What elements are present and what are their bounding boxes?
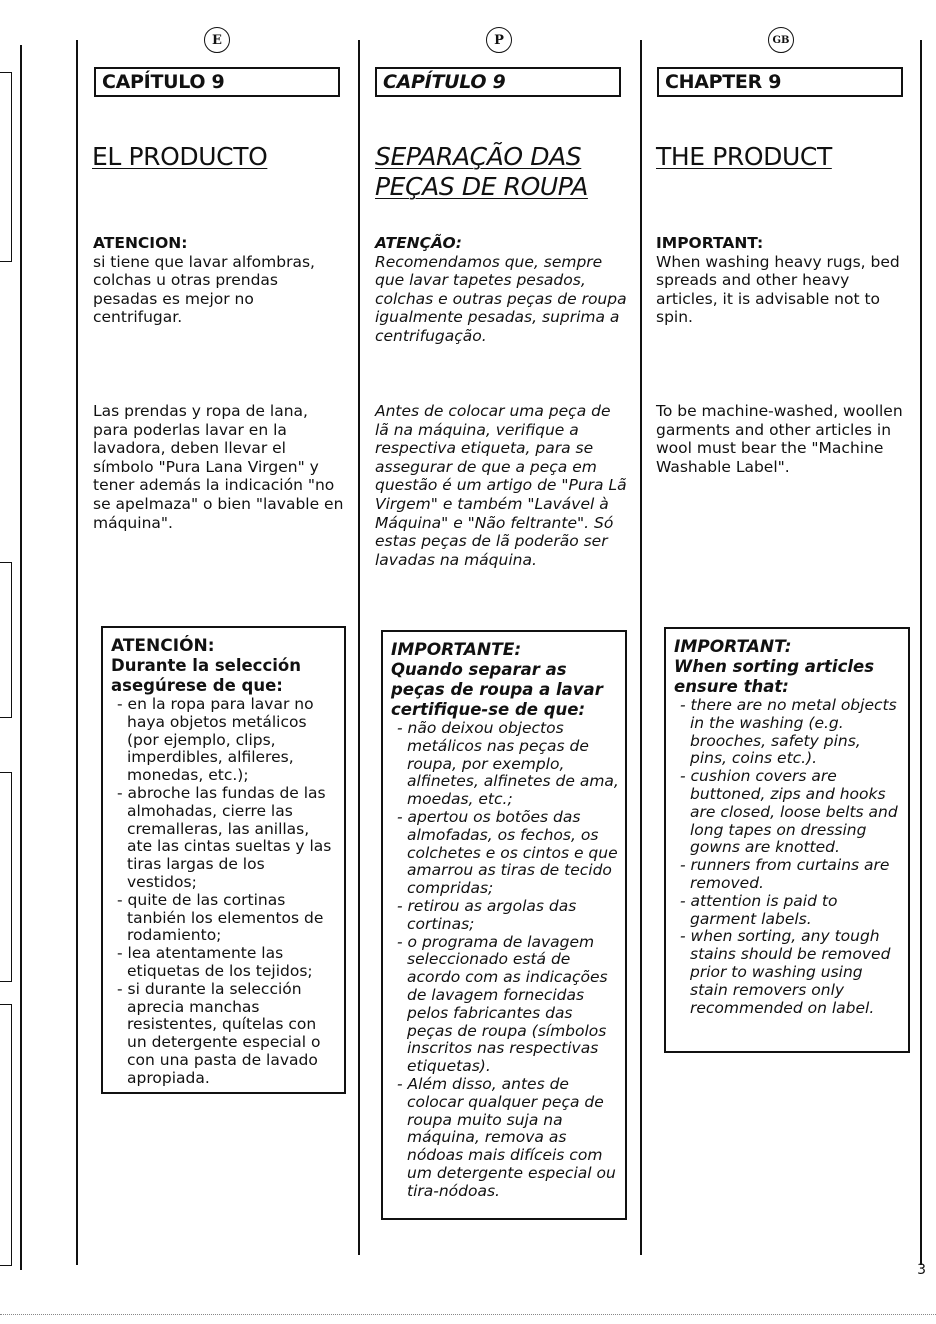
list-item: - quite de las cortinas tanbién los elementos de rodamiento; [111, 892, 338, 945]
language-badge-gb: GB [768, 27, 794, 53]
warning-heading: ATENCION: [93, 234, 188, 252]
list-item: - runners from curtains are removed. [674, 857, 902, 893]
warning-note [656, 234, 911, 327]
language-badge-e: E [204, 27, 230, 53]
list-item: - apertou os botões das almofadas, os fechos, os colchetes e os cintos e que amarrou as tiras de tecido compridas; [391, 809, 619, 898]
wool-note: Antes de colocar uma peça de lã na máquina, verifique a respectiva etiqueta, para se assegurar de que a peça em questão é um artigo de "Pura Lã Virgem" e também "Lavável à Máquina" e "Não feltrante". Só estas peças de lã poderão ser lavadas na máquina. [375, 402, 627, 569]
list-item: - there are no metal objects in the washing (e.g. brooches, safety pins, pins, coins etc.). [674, 697, 902, 768]
box-subheading: When sorting articles ensure that: [674, 657, 875, 696]
list-item: - o programa de lavagem seleccionado está de acordo com as indicações de lavagem fornecidas pelos fabricantes das peças de roupa (símbolos inscritos nas respectivas etiquetas). [391, 934, 619, 1076]
list-item: - cushion covers are buttoned, zips and hooks are closed, loose belts and long tapes on dressing gowns are knotted. [674, 768, 902, 857]
warning-text: When washing heavy rugs, bed spreads and other heavy articles, it is advisable not to spin. [656, 252, 900, 327]
chapter-heading: CHAPTER 9 [657, 67, 903, 97]
box-heading: IMPORTANT: [674, 637, 792, 657]
column-rule [76, 40, 78, 1265]
list-item: - en la ropa para lavar no haya objetos metálicos (por ejemplo, clips, imperdibles, alfileres, monedas, etc.); [111, 696, 338, 785]
box-subheading: Durante la selección asegúrese de que: [111, 656, 301, 695]
scan-edge-mark [0, 772, 12, 982]
scan-edge-mark [0, 1004, 12, 1266]
warning-heading: IMPORTANT: [656, 234, 764, 252]
column-rule [20, 45, 22, 1270]
sorting-checklist [111, 696, 338, 1088]
scan-edge-mark [0, 72, 12, 262]
sorting-box [381, 630, 627, 1220]
wool-note: Las prendas y ropa de lana, para poderlas lavar en la lavadora, deben llevar el símbolo "Pura Lana Virgen" y tener además la indicación "no se apelmaza" o bien "lavable en máquina". [93, 402, 344, 532]
list-item: - attention is paid to garment labels. [674, 893, 902, 929]
warning-text: si tiene que lavar alfombras, colchas u otras prendas pesadas es mejor no centrifugar. [93, 252, 315, 327]
list-item: - retirou as argolas das cortinas; [391, 898, 619, 934]
warning-text: Recomendamos que, sempre que lavar tapetes pesados, colchas e outras peças de roupa igualmente pesadas, suprima a centrifugação. [375, 252, 627, 345]
warning-note [375, 234, 627, 346]
chapter-heading: CAPÍTULO 9 [375, 67, 621, 97]
sorting-checklist [391, 720, 619, 1201]
list-item: - si durante la selección aprecia manchas resistentes, quítelas con un detergente especial o con una pasta de lavado apropiada. [111, 981, 338, 1088]
box-heading: IMPORTANTE: [391, 640, 522, 660]
column-rule [640, 40, 642, 1255]
page-number: 3 [917, 1262, 926, 1278]
box-subheading: Quando separar as peças de roupa a lavar certifique-se de que: [391, 660, 603, 719]
sorting-box [101, 626, 346, 1094]
bottom-dotted-rule [0, 1314, 936, 1315]
scan-edge-mark [0, 562, 12, 718]
warning-note [93, 234, 345, 327]
list-item: - when sorting, any tough stains should be removed prior to washing using stain removers only recommended on label. [674, 928, 902, 1017]
wool-note: To be machine-washed, woollen garments and other articles in wool must bear the "Machine Washable Label". [656, 402, 903, 476]
list-item: - não deixou objectos metálicos nas peças de roupa, por exemplo, alfinetes, alfinetes de ama, moedas, etc.; [391, 720, 619, 809]
sorting-box [664, 627, 910, 1053]
column-rule [920, 40, 922, 1265]
column-rule [358, 40, 360, 1255]
box-heading: ATENCIÓN: [111, 636, 215, 656]
sorting-checklist [674, 697, 902, 1017]
list-item: - Além disso, antes de colocar qualquer peça de roupa muito suja na máquina, remova as nódoas mais difíceis com um detergente especial ou tira-nódoas. [391, 1076, 619, 1201]
section-title: THE PRODUCT [656, 142, 832, 171]
chapter-heading: CAPÍTULO 9 [94, 67, 340, 97]
section-title: EL PRODUCTO [92, 142, 268, 171]
warning-heading: ATENÇÃO: [375, 234, 462, 252]
language-badge-p: P [486, 27, 512, 53]
section-title: SEPARAÇÃO DAS PEÇAS DE ROUPA [375, 142, 588, 201]
list-item: - abroche las fundas de las almohadas, cierre las cremalleras, las anillas, ate las cintas sueltas y las tiras largas de los vestidos; [111, 785, 338, 892]
list-item: - lea atentamente las etiquetas de los tejidos; [111, 945, 338, 981]
